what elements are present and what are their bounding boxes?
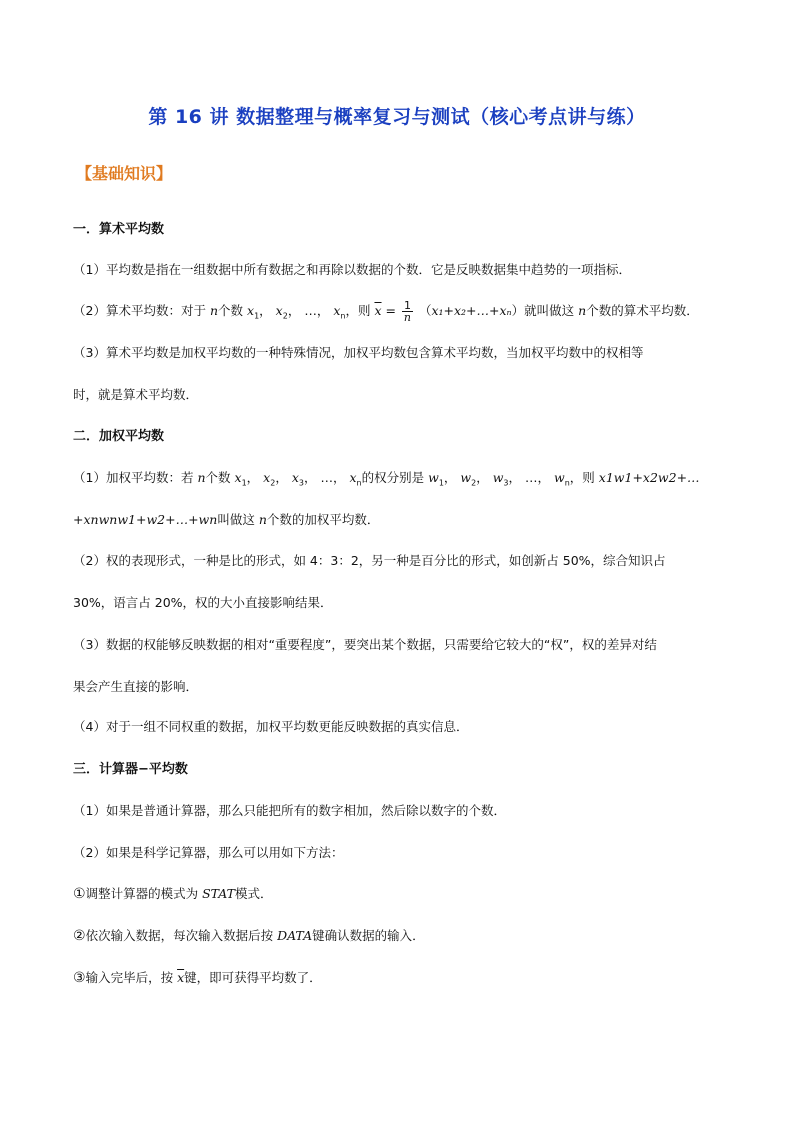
page-title: 第 16 讲 数据整理与概率复习与测试（核心考点讲与练） [148,106,646,128]
s2-paragraph-1b: +xnwnw1+w2+…+wn叫做这 n个数的加权平均数． [73,512,380,527]
s3-step-3: ③输入完毕后，按 $\overline{x}$键，即可获得平均数了． [73,970,322,986]
section-1-heading: 一．算术平均数 [73,222,165,237]
section-2-heading: 二．加权平均数 [73,429,165,444]
s2-paragraph-3b: 果会产生直接的影响． [73,679,199,694]
s2-paragraph-1a: （1）加权平均数：若 n个数 $x_1$， $x_2$， $x_3$， …， $x_n$的权分别是 $w_1$， $w_2$， $w_3$， …， $w_n$，则 x1w1+x2w2+… [73,470,700,488]
s2-paragraph-3a: （3）数据的权能够反映数据的相对“重要程度”，要突出某个数据，只需要给它较大的“权”，权的差异对结 [73,637,657,652]
s1-paragraph-3b: 时，就是算术平均数． [73,387,199,402]
x-bar-symbol: $\overline{x}$ [374,303,382,318]
s1-paragraph-3a: （3）算术平均数是加权平均数的一种特殊情况，加权平均数包含算术平均数，当加权平均数中的权相等 [73,345,644,360]
s1-paragraph-2: （2）算术平均数：对于 n个数 $x_1$， $x_2$， …， $x_n$，则 $\overline{x}$ = $\frac{1}{n}$ （x₁+x₂+…+xₙ）就叫做这 n个数的算术平均数． [73,299,699,324]
s3-step-1: ①调整计算器的模式为 STAT模式． [73,886,273,902]
s3-step-2: ②依次输入数据，每次输入数据后按 DATA键确认数据的输入． [73,928,425,944]
section-3-heading: 三．计算器−平均数 [73,762,188,777]
fraction-one-over-n: $\frac{1}{n}$ [403,299,411,324]
s2-paragraph-2b: 30%，语言占 20%，权的大小直接影响结果． [73,595,333,610]
basic-knowledge-header: 【基础知识】 [76,164,173,183]
s1-paragraph-1: （1）平均数是指在一组数据中所有数据之和再除以数据的个数．它是反映数据集中趋势的一项指标． [73,262,631,277]
s2-paragraph-2a: （2）权的表现形式，一种是比的形式，如 4：3：2，另一种是百分比的形式，如创新占 50%，综合知识占 [73,553,666,568]
s3-paragraph-2: （2）如果是科学记算器，那么可以用如下方法： [73,845,344,860]
s3-paragraph-1: （1）如果是普通计算器，那么只能把所有的数字相加，然后除以数字的个数． [73,803,506,818]
s2-paragraph-4: （4）对于一组不同权重的数据，加权平均数更能反映数据的真实信息． [73,719,469,734]
